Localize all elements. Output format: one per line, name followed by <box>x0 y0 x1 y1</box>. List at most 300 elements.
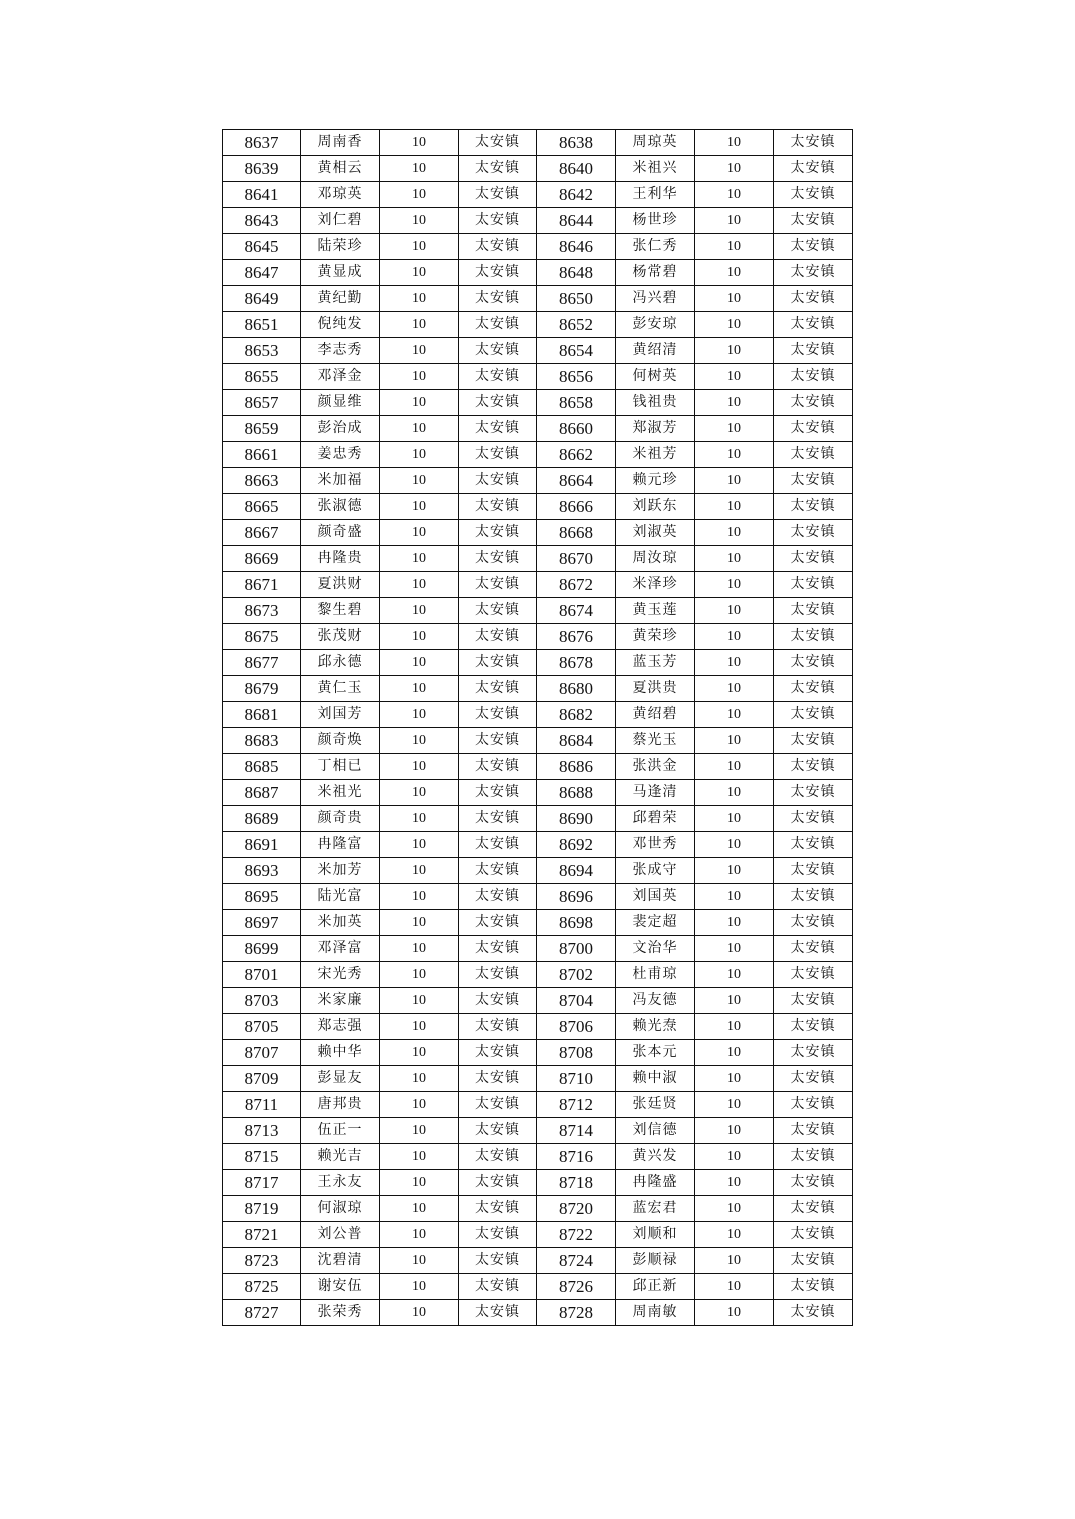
entry-name: 黄仁玉 <box>301 676 380 702</box>
entry-amount: 10 <box>695 286 774 312</box>
entry-name: 黎生碧 <box>301 598 380 624</box>
entry-number: 8716 <box>537 1144 616 1170</box>
entry-town: 太安镇 <box>774 520 853 546</box>
entry-number: 8662 <box>537 442 616 468</box>
entry-number: 8651 <box>223 312 301 338</box>
entry-number: 8678 <box>537 650 616 676</box>
entry-amount: 10 <box>380 572 459 598</box>
entry-amount: 10 <box>380 1222 459 1248</box>
entry-number: 8677 <box>223 650 301 676</box>
entry-name: 米祖光 <box>301 780 380 806</box>
entry-amount: 10 <box>380 416 459 442</box>
entry-town: 太安镇 <box>774 884 853 910</box>
entry-name: 张茂财 <box>301 624 380 650</box>
entry-name: 周汝琼 <box>616 546 695 572</box>
entry-amount: 10 <box>380 442 459 468</box>
entry-name: 米泽珍 <box>616 572 695 598</box>
entry-number: 8699 <box>223 936 301 962</box>
table-row <box>223 364 853 390</box>
entry-amount: 10 <box>380 988 459 1014</box>
entry-number: 8694 <box>537 858 616 884</box>
entry-town: 太安镇 <box>459 338 537 364</box>
entry-name: 黄相云 <box>301 156 380 182</box>
table-row <box>223 1222 853 1248</box>
entry-town: 太安镇 <box>459 884 537 910</box>
entry-amount: 10 <box>380 1196 459 1222</box>
table-row <box>223 1274 853 1300</box>
entry-amount: 10 <box>695 806 774 832</box>
entry-amount: 10 <box>695 468 774 494</box>
entry-amount: 10 <box>380 208 459 234</box>
entry-town: 太安镇 <box>459 260 537 286</box>
entry-number: 8656 <box>537 364 616 390</box>
entry-number: 8697 <box>223 910 301 936</box>
entry-town: 太安镇 <box>459 728 537 754</box>
entry-town: 太安镇 <box>774 130 853 156</box>
entry-name: 李志秀 <box>301 338 380 364</box>
entry-name: 邓琼英 <box>301 182 380 208</box>
entry-town: 太安镇 <box>459 390 537 416</box>
entry-amount: 10 <box>380 1118 459 1144</box>
table-row <box>223 962 853 988</box>
entry-name: 冉隆贵 <box>301 546 380 572</box>
entry-town: 太安镇 <box>459 286 537 312</box>
entry-town: 太安镇 <box>459 1014 537 1040</box>
entry-town: 太安镇 <box>774 1170 853 1196</box>
entry-number: 8673 <box>223 598 301 624</box>
entry-town: 太安镇 <box>774 1092 853 1118</box>
entry-amount: 10 <box>695 598 774 624</box>
entry-name: 文治华 <box>616 936 695 962</box>
entry-amount: 10 <box>380 962 459 988</box>
entry-number: 8721 <box>223 1222 301 1248</box>
entry-number: 8680 <box>537 676 616 702</box>
entry-number: 8687 <box>223 780 301 806</box>
entry-town: 太安镇 <box>774 1274 853 1300</box>
entry-town: 太安镇 <box>459 494 537 520</box>
table-row <box>223 468 853 494</box>
entry-number: 8705 <box>223 1014 301 1040</box>
entry-name: 张荣秀 <box>301 1300 380 1326</box>
table-row <box>223 806 853 832</box>
entry-town: 太安镇 <box>774 1300 853 1326</box>
entry-number: 8719 <box>223 1196 301 1222</box>
entry-number: 8670 <box>537 546 616 572</box>
entry-amount: 10 <box>380 520 459 546</box>
entry-town: 太安镇 <box>459 182 537 208</box>
entry-number: 8667 <box>223 520 301 546</box>
entry-number: 8674 <box>537 598 616 624</box>
entry-name: 米加英 <box>301 910 380 936</box>
entry-amount: 10 <box>695 494 774 520</box>
table-row <box>223 1118 853 1144</box>
table-row <box>223 1066 853 1092</box>
entry-number: 8691 <box>223 832 301 858</box>
entry-town: 太安镇 <box>459 416 537 442</box>
entry-town: 太安镇 <box>774 1222 853 1248</box>
entry-name: 颜奇盛 <box>301 520 380 546</box>
entry-name: 王利华 <box>616 182 695 208</box>
entry-name: 马逢清 <box>616 780 695 806</box>
entry-town: 太安镇 <box>459 1248 537 1274</box>
entry-number: 8723 <box>223 1248 301 1274</box>
entry-amount: 10 <box>695 182 774 208</box>
entry-number: 8641 <box>223 182 301 208</box>
entry-number: 8681 <box>223 702 301 728</box>
table-row <box>223 988 853 1014</box>
table-row <box>223 624 853 650</box>
entry-number: 8642 <box>537 182 616 208</box>
entry-number: 8698 <box>537 910 616 936</box>
entry-name: 郑志强 <box>301 1014 380 1040</box>
roster-body <box>223 130 853 1326</box>
entry-amount: 10 <box>380 312 459 338</box>
entry-number: 8693 <box>223 858 301 884</box>
entry-number: 8718 <box>537 1170 616 1196</box>
entry-amount: 10 <box>695 1274 774 1300</box>
entry-amount: 10 <box>380 832 459 858</box>
entry-number: 8664 <box>537 468 616 494</box>
entry-number: 8644 <box>537 208 616 234</box>
entry-name: 刘国英 <box>616 884 695 910</box>
table-row <box>223 286 853 312</box>
entry-name: 何树英 <box>616 364 695 390</box>
entry-amount: 10 <box>695 390 774 416</box>
entry-amount: 10 <box>380 728 459 754</box>
entry-number: 8661 <box>223 442 301 468</box>
entry-amount: 10 <box>380 650 459 676</box>
entry-town: 太安镇 <box>459 1170 537 1196</box>
entry-number: 8696 <box>537 884 616 910</box>
entry-town: 太安镇 <box>774 390 853 416</box>
entry-amount: 10 <box>695 260 774 286</box>
entry-amount: 10 <box>380 390 459 416</box>
entry-amount: 10 <box>380 1248 459 1274</box>
entry-amount: 10 <box>695 338 774 364</box>
entry-name: 彭治成 <box>301 416 380 442</box>
entry-town: 太安镇 <box>774 416 853 442</box>
entry-name: 钱祖贵 <box>616 390 695 416</box>
entry-name: 杨世珍 <box>616 208 695 234</box>
entry-town: 太安镇 <box>774 832 853 858</box>
entry-town: 太安镇 <box>774 780 853 806</box>
entry-number: 8645 <box>223 234 301 260</box>
entry-town: 太安镇 <box>459 520 537 546</box>
entry-town: 太安镇 <box>459 910 537 936</box>
entry-name: 唐邦贵 <box>301 1092 380 1118</box>
entry-amount: 10 <box>380 494 459 520</box>
entry-amount: 10 <box>380 546 459 572</box>
entry-town: 太安镇 <box>459 1118 537 1144</box>
entry-town: 太安镇 <box>774 182 853 208</box>
table-row <box>223 338 853 364</box>
entry-name: 刘信德 <box>616 1118 695 1144</box>
entry-amount: 10 <box>380 468 459 494</box>
entry-amount: 10 <box>695 988 774 1014</box>
entry-amount: 10 <box>695 1196 774 1222</box>
entry-amount: 10 <box>695 858 774 884</box>
table-row <box>223 598 853 624</box>
entry-number: 8713 <box>223 1118 301 1144</box>
table-row <box>223 1144 853 1170</box>
entry-number: 8679 <box>223 676 301 702</box>
entry-number: 8711 <box>223 1092 301 1118</box>
entry-town: 太安镇 <box>459 364 537 390</box>
entry-town: 太安镇 <box>459 832 537 858</box>
entry-town: 太安镇 <box>459 130 537 156</box>
table-row <box>223 884 853 910</box>
entry-town: 太安镇 <box>459 546 537 572</box>
entry-number: 8688 <box>537 780 616 806</box>
entry-name: 邱永德 <box>301 650 380 676</box>
entry-amount: 10 <box>695 1066 774 1092</box>
entry-amount: 10 <box>695 754 774 780</box>
entry-amount: 10 <box>380 338 459 364</box>
entry-name: 周南香 <box>301 130 380 156</box>
entry-name: 张仁秀 <box>616 234 695 260</box>
entry-name: 彭顺禄 <box>616 1248 695 1274</box>
entry-name: 杨常碧 <box>616 260 695 286</box>
entry-number: 8683 <box>223 728 301 754</box>
entry-number: 8686 <box>537 754 616 780</box>
entry-amount: 10 <box>695 676 774 702</box>
entry-name: 邓世秀 <box>616 832 695 858</box>
table-row <box>223 156 853 182</box>
entry-name: 丁相已 <box>301 754 380 780</box>
entry-amount: 10 <box>695 1300 774 1326</box>
entry-town: 太安镇 <box>459 1066 537 1092</box>
entry-name: 邱碧荣 <box>616 806 695 832</box>
entry-name: 冯兴碧 <box>616 286 695 312</box>
entry-number: 8708 <box>537 1040 616 1066</box>
entry-amount: 10 <box>695 1118 774 1144</box>
entry-number: 8640 <box>537 156 616 182</box>
entry-amount: 10 <box>380 598 459 624</box>
entry-number: 8685 <box>223 754 301 780</box>
entry-town: 太安镇 <box>774 754 853 780</box>
entry-amount: 10 <box>695 832 774 858</box>
entry-amount: 10 <box>695 780 774 806</box>
entry-amount: 10 <box>380 130 459 156</box>
entry-name: 赖光吉 <box>301 1144 380 1170</box>
entry-name: 张本元 <box>616 1040 695 1066</box>
entry-town: 太安镇 <box>774 546 853 572</box>
table-row <box>223 416 853 442</box>
entry-name: 周南敏 <box>616 1300 695 1326</box>
entry-town: 太安镇 <box>774 702 853 728</box>
entry-name: 裴定超 <box>616 910 695 936</box>
entry-number: 8655 <box>223 364 301 390</box>
entry-number: 8682 <box>537 702 616 728</box>
entry-number: 8728 <box>537 1300 616 1326</box>
entry-name: 黄玉莲 <box>616 598 695 624</box>
entry-name: 赖中淑 <box>616 1066 695 1092</box>
entry-amount: 10 <box>380 364 459 390</box>
entry-town: 太安镇 <box>459 754 537 780</box>
entry-number: 8722 <box>537 1222 616 1248</box>
entry-number: 8647 <box>223 260 301 286</box>
table-row <box>223 1092 853 1118</box>
entry-amount: 10 <box>695 208 774 234</box>
table-row <box>223 234 853 260</box>
entry-amount: 10 <box>695 312 774 338</box>
entry-name: 赖元珍 <box>616 468 695 494</box>
entry-name: 蓝玉芳 <box>616 650 695 676</box>
table-row <box>223 546 853 572</box>
entry-town: 太安镇 <box>459 858 537 884</box>
entry-town: 太安镇 <box>774 208 853 234</box>
entry-amount: 10 <box>380 260 459 286</box>
entry-town: 太安镇 <box>459 702 537 728</box>
entry-town: 太安镇 <box>774 728 853 754</box>
entry-name: 张成守 <box>616 858 695 884</box>
entry-number: 8650 <box>537 286 616 312</box>
entry-number: 8663 <box>223 468 301 494</box>
entry-amount: 10 <box>695 936 774 962</box>
entry-number: 8703 <box>223 988 301 1014</box>
entry-number: 8692 <box>537 832 616 858</box>
entry-number: 8653 <box>223 338 301 364</box>
entry-amount: 10 <box>380 936 459 962</box>
entry-town: 太安镇 <box>774 1196 853 1222</box>
entry-name: 张淑德 <box>301 494 380 520</box>
entry-town: 太安镇 <box>459 468 537 494</box>
entry-number: 8725 <box>223 1274 301 1300</box>
entry-town: 太安镇 <box>774 806 853 832</box>
entry-name: 冉隆富 <box>301 832 380 858</box>
entry-town: 太安镇 <box>459 624 537 650</box>
entry-name: 刘跃东 <box>616 494 695 520</box>
entry-amount: 10 <box>695 624 774 650</box>
entry-amount: 10 <box>380 702 459 728</box>
table-row <box>223 650 853 676</box>
entry-town: 太安镇 <box>774 988 853 1014</box>
entry-town: 太安镇 <box>459 442 537 468</box>
table-row <box>223 520 853 546</box>
entry-number: 8689 <box>223 806 301 832</box>
entry-number: 8639 <box>223 156 301 182</box>
entry-name: 黄荣珍 <box>616 624 695 650</box>
table-row <box>223 442 853 468</box>
entry-name: 杜甫琼 <box>616 962 695 988</box>
entry-amount: 10 <box>695 728 774 754</box>
entry-amount: 10 <box>695 1170 774 1196</box>
entry-amount: 10 <box>380 806 459 832</box>
entry-town: 太安镇 <box>774 910 853 936</box>
entry-name: 刘公普 <box>301 1222 380 1248</box>
entry-amount: 10 <box>695 520 774 546</box>
entry-name: 黄纪勤 <box>301 286 380 312</box>
table-row <box>223 1040 853 1066</box>
entry-name: 邓泽富 <box>301 936 380 962</box>
entry-name: 刘顺和 <box>616 1222 695 1248</box>
entry-number: 8707 <box>223 1040 301 1066</box>
entry-town: 太安镇 <box>459 312 537 338</box>
entry-amount: 10 <box>380 1066 459 1092</box>
entry-amount: 10 <box>695 702 774 728</box>
entry-amount: 10 <box>380 754 459 780</box>
entry-number: 8637 <box>223 130 301 156</box>
entry-name: 郑淑芳 <box>616 416 695 442</box>
entry-town: 太安镇 <box>459 650 537 676</box>
entry-name: 何淑琼 <box>301 1196 380 1222</box>
table-row <box>223 1170 853 1196</box>
table-row <box>223 208 853 234</box>
entry-town: 太安镇 <box>774 598 853 624</box>
entry-town: 太安镇 <box>459 156 537 182</box>
table-row <box>223 1248 853 1274</box>
entry-number: 8638 <box>537 130 616 156</box>
entry-name: 王永友 <box>301 1170 380 1196</box>
entry-number: 8657 <box>223 390 301 416</box>
entry-number: 8710 <box>537 1066 616 1092</box>
entry-name: 刘国芳 <box>301 702 380 728</box>
entry-town: 太安镇 <box>774 676 853 702</box>
entry-town: 太安镇 <box>774 1040 853 1066</box>
entry-number: 8648 <box>537 260 616 286</box>
entry-town: 太安镇 <box>459 1092 537 1118</box>
entry-amount: 10 <box>380 1170 459 1196</box>
entry-number: 8720 <box>537 1196 616 1222</box>
entry-number: 8652 <box>537 312 616 338</box>
entry-town: 太安镇 <box>459 676 537 702</box>
entry-town: 太安镇 <box>774 1066 853 1092</box>
entry-name: 宋光秀 <box>301 962 380 988</box>
entry-number: 8672 <box>537 572 616 598</box>
entry-town: 太安镇 <box>774 312 853 338</box>
entry-name: 黄显成 <box>301 260 380 286</box>
table-row <box>223 572 853 598</box>
entry-name: 陆光富 <box>301 884 380 910</box>
entry-town: 太安镇 <box>459 962 537 988</box>
entry-amount: 10 <box>695 1092 774 1118</box>
entry-town: 太安镇 <box>774 286 853 312</box>
entry-town: 太安镇 <box>774 364 853 390</box>
entry-amount: 10 <box>380 1092 459 1118</box>
entry-amount: 10 <box>695 546 774 572</box>
entry-name: 沈碧清 <box>301 1248 380 1274</box>
entry-name: 彭安琼 <box>616 312 695 338</box>
entry-town: 太安镇 <box>774 260 853 286</box>
entry-number: 8665 <box>223 494 301 520</box>
entry-name: 黄绍碧 <box>616 702 695 728</box>
entry-amount: 10 <box>380 1144 459 1170</box>
entry-town: 太安镇 <box>774 936 853 962</box>
entry-amount: 10 <box>695 130 774 156</box>
entry-number: 8717 <box>223 1170 301 1196</box>
entry-name: 米祖芳 <box>616 442 695 468</box>
entry-town: 太安镇 <box>774 624 853 650</box>
entry-name: 陆荣珍 <box>301 234 380 260</box>
entry-amount: 10 <box>695 1222 774 1248</box>
entry-name: 邱正新 <box>616 1274 695 1300</box>
entry-amount: 10 <box>380 858 459 884</box>
entry-name: 黄兴发 <box>616 1144 695 1170</box>
table-row <box>223 182 853 208</box>
entry-name: 蓝宏君 <box>616 1196 695 1222</box>
entry-number: 8704 <box>537 988 616 1014</box>
entry-name: 刘仁碧 <box>301 208 380 234</box>
entry-name: 米家廉 <box>301 988 380 1014</box>
entry-number: 8724 <box>537 1248 616 1274</box>
table-row <box>223 910 853 936</box>
entry-amount: 10 <box>695 442 774 468</box>
table-row <box>223 1196 853 1222</box>
entry-town: 太安镇 <box>774 1144 853 1170</box>
table-row <box>223 260 853 286</box>
entry-amount: 10 <box>695 910 774 936</box>
entry-town: 太安镇 <box>774 494 853 520</box>
